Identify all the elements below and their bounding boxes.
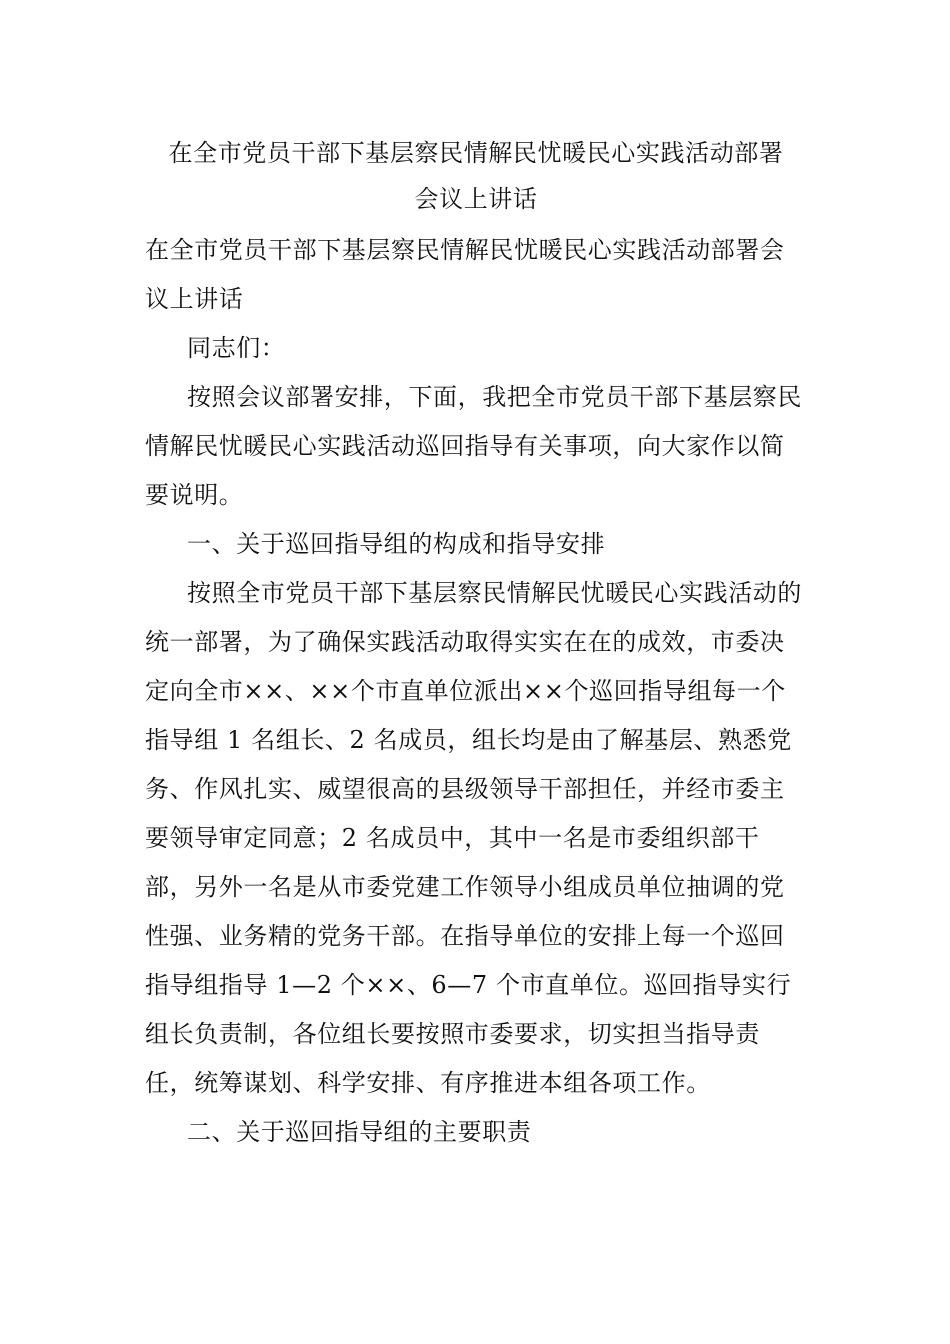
subtitle: 在全市党员干部下基层察民情解民忧暖民心实践活动部署会议上讲话 (145, 236, 785, 313)
section-1-heading: 一、关于巡回指导组的构成和指导安排 (187, 530, 606, 558)
title-line-2: 会议上讲话 (414, 185, 538, 213)
intro-paragraph: 按照会议部署安排，下面，我把全市党员干部下基层察民情解民忧暖民心实践活动巡回指导有关事项，向大家作以简要说明。 (145, 383, 802, 509)
salutation: 同志们： (187, 334, 286, 362)
section-2-heading: 二、关于巡回指导组的主要职责 (187, 1118, 532, 1146)
document-body (145, 226, 807, 1157)
section-1-paragraph: 按照全市党员干部下基层察民情解民忧暖民心实践活动的统一部署，为了确保实践活动取得实实在在的成效，市委决定向全市××、××个市直单位派出××个巡回指导组每一个指导组 1 名组长、2 名成员，组长均是由了解基层、熟悉党务、作风扎实、威望很高的县级领导干部担任，并经市委主要领导审定同意；2 名成员中，其中一名是市委组织部干部，另外一名是从市委党建工作领导小组成员单位抽调的党性强、业务精的党务干部。在指导单位的安排上每一个巡回指导组指导 1—2 个××、6—7 个市直单位。巡回指导实行组长负责制，各位组长要按照市委要求，切实担当指导责任，统筹谋划、科学安排、有序推进本组各项工作。 (145, 579, 802, 1097)
document-title (145, 130, 807, 222)
title-line-1: 在全市党员干部下基层察民情解民忧暖民心实践活动部署 (168, 139, 784, 167)
